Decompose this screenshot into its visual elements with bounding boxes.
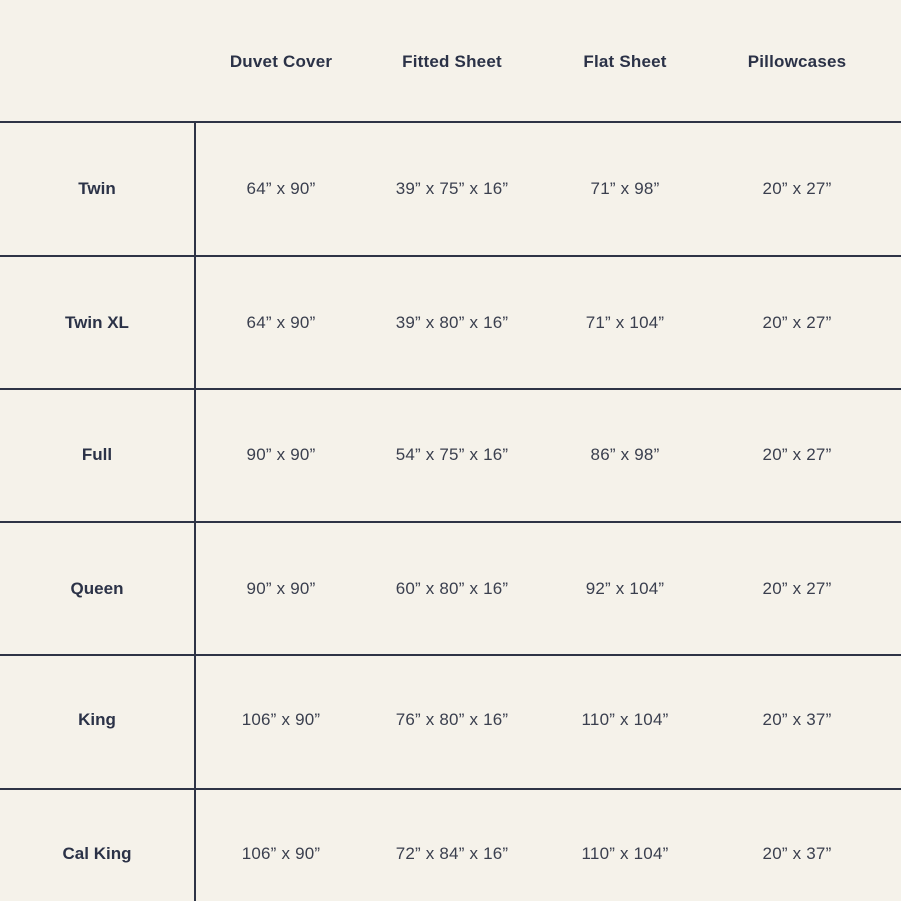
row-label: Twin [78,179,116,198]
fitted-sheet-cell: 54” x 75” x 16” [395,445,509,464]
row-divider [0,388,901,390]
flat-sheet-cell: 110” x 104” [581,844,669,863]
flat-sheet-cell: 110” x 104” [581,710,669,729]
flat-sheet-cell: 71” x 104” [585,313,665,332]
row-label: Twin XL [65,313,129,332]
row-label: Full [81,445,113,464]
column-divider [194,122,196,901]
pillowcases-cell: 20” x 37” [762,710,832,729]
flat-sheet-cell: 92” x 104” [585,579,665,598]
row-divider [0,521,901,523]
row-divider [0,654,901,656]
row-label: King [78,710,116,729]
column-header-fitted-sheet: Fitted Sheet [402,52,502,71]
row-divider [0,121,901,123]
pillowcases-cell: 20” x 37” [762,844,832,863]
column-header-pillowcases: Pillowcases [747,52,847,71]
pillowcases-cell: 20” x 27” [762,445,832,464]
column-header-flat-sheet: Flat Sheet [583,52,667,71]
pillowcases-cell: 20” x 27” [762,179,832,198]
fitted-sheet-cell: 39” x 75” x 16” [395,179,509,198]
duvet-cover-cell: 64” x 90” [246,179,316,198]
fitted-sheet-cell: 72” x 84” x 16” [395,844,509,863]
duvet-cover-cell: 90” x 90” [246,445,316,464]
duvet-cover-cell: 106” x 90” [241,710,321,729]
row-divider [0,788,901,790]
row-label: Queen [70,579,124,598]
fitted-sheet-cell: 60” x 80” x 16” [395,579,509,598]
duvet-cover-cell: 64” x 90” [246,313,316,332]
row-divider [0,255,901,257]
duvet-cover-cell: 90” x 90” [246,579,316,598]
fitted-sheet-cell: 76” x 80” x 16” [395,710,509,729]
pillowcases-cell: 20” x 27” [762,313,832,332]
flat-sheet-cell: 86” x 98” [590,445,660,464]
row-label: Cal King [62,844,132,863]
column-header-duvet-cover: Duvet Cover [229,52,333,71]
fitted-sheet-cell: 39” x 80” x 16” [395,313,509,332]
pillowcases-cell: 20” x 27” [762,579,832,598]
flat-sheet-cell: 71” x 98” [590,179,660,198]
duvet-cover-cell: 106” x 90” [241,844,321,863]
